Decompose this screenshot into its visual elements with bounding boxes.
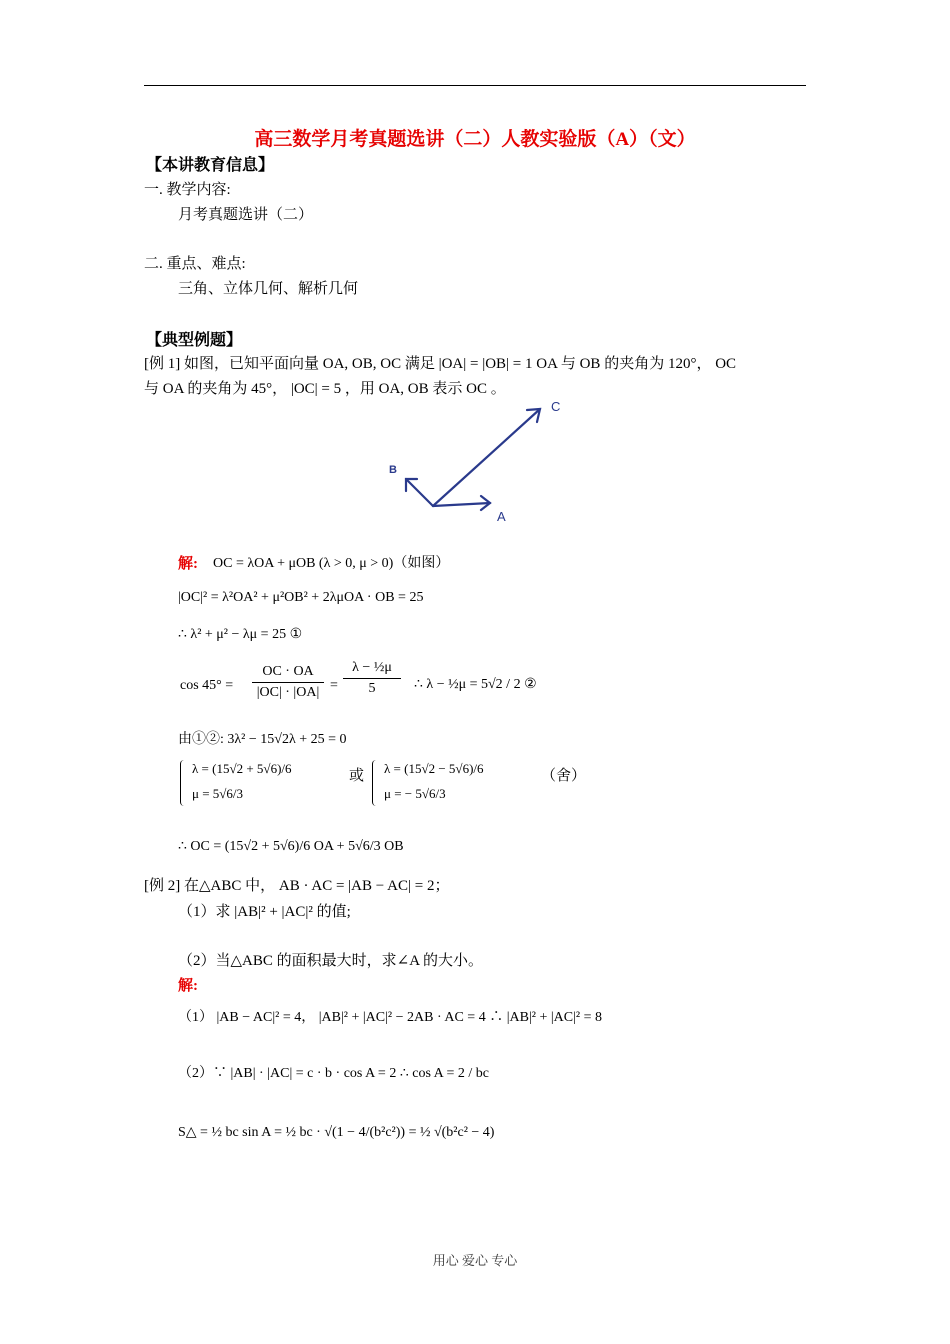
page-footer: 用心 爱心 专心 (432, 1253, 518, 1268)
ex1-system-left-lambda: λ = (15√2 + 5√6)/6 (192, 761, 292, 776)
frac2-denominator: 5 (368, 681, 376, 696)
ex1-step4-frac2 (343, 660, 401, 697)
vector-oc-line (433, 409, 540, 506)
ex2-solution-label: 解: (178, 978, 198, 994)
item1-content: 月考真题选讲（二） (178, 207, 314, 223)
item1-label: 一. 教学内容: (144, 182, 231, 198)
ex2-question2: （2）当△ABC 的面积最大时，求∠A 的大小。 (178, 953, 483, 969)
section-examples-heading: 【典型例题】 (146, 332, 243, 349)
vector-ob-line (406, 479, 433, 506)
frac1-bar (252, 682, 324, 683)
ex1-step4-result: ∴ λ − ½μ = 5√2 / 2 ② (414, 677, 537, 692)
ex2-answer1: （1） |AB − AC|² = 4， |AB|² + |AC|² − 2AB · AC = 4 ∴ |AB|² + |AC|² = 8 (178, 1010, 602, 1025)
frac1-denominator: |OC| · |OA| (256, 685, 320, 700)
frac1-numerator: OC · OA (262, 664, 314, 679)
label-a: A (497, 509, 506, 524)
ex1-step5: 由①②: 3λ² − 15√2λ + 25 = 0 (178, 732, 347, 747)
ex1-problem-line1: [例 1] 如图，已知平面向量 OA, OB, OC 满足 |OA| = |OB| = 1 OA 与 OB 的夹角为 120°， OC (144, 356, 737, 372)
ex1-result: ∴ OC = (15√2 + 5√6)/6 OA + 5√6/3 OB (178, 839, 404, 854)
item2-label: 二. 重点、难点: (144, 256, 246, 272)
ex1-step2: |OC|² = λ²OA² + μ²OB² + 2λμOA · OB = 25 (178, 590, 424, 605)
ex2-problem-line1: [例 2] 在△ABC 中， AB · AC = |AB − AC| = 2； (144, 878, 450, 894)
ex1-system-discard: （舍） (541, 768, 587, 784)
ex1-system-left-mu: μ = 5√6/3 (192, 786, 244, 801)
ex1-problem-line2: 与 OA 的夹角为 45°， |OC| = 5 ，用 OA, OB 表示 OC 。 (144, 381, 506, 397)
ex1-step4-cos: cos 45° = (180, 678, 234, 693)
ex1-solution-label: 解: (178, 556, 198, 572)
left-brace (180, 760, 187, 806)
ex1-step4-eq: = (330, 678, 338, 693)
ex1-step3: ∴ λ² + μ² − λμ = 25 ① (178, 627, 303, 642)
label-c: C (551, 399, 561, 414)
label-b: B (389, 464, 397, 476)
frac2-numerator: λ − ½μ (352, 660, 392, 675)
ex2-question1: （1）求 |AB|² + |AC|² 的值; (178, 904, 351, 920)
page-title: 高三数学月考真题选讲（二）人教实验版（A）（文） (254, 129, 696, 150)
right-brace (372, 760, 379, 806)
frac2-bar (343, 678, 401, 679)
item2-content: 三角、立体几何、解析几何 (178, 281, 359, 297)
ex1-system-right-lambda: λ = (15√2 − 5√6)/6 (384, 761, 484, 776)
vector-oa-line (433, 503, 490, 506)
ex1-system-right-mu: μ = − 5√6/3 (384, 786, 446, 801)
ex1-step4-frac1 (252, 664, 324, 701)
ex1-step1: OC = λOA + μOB (λ > 0, μ > 0)（如图） (213, 556, 450, 571)
vector-figure (380, 395, 580, 530)
section-info-heading: 【本讲教育信息】 (146, 157, 275, 174)
ex2-answer3: S△ = ½ bc sin A = ½ bc · √(1 − 4/(b²c²)) = ½ √(b²c² − 4) (178, 1125, 495, 1140)
header-rule (144, 85, 806, 86)
ex2-answer2: （2）∵ |AB| · |AC| = c · b · cos A = 2 ∴ cos A = 2 / bc (178, 1066, 489, 1081)
ex1-system-or: 或 (349, 768, 365, 784)
